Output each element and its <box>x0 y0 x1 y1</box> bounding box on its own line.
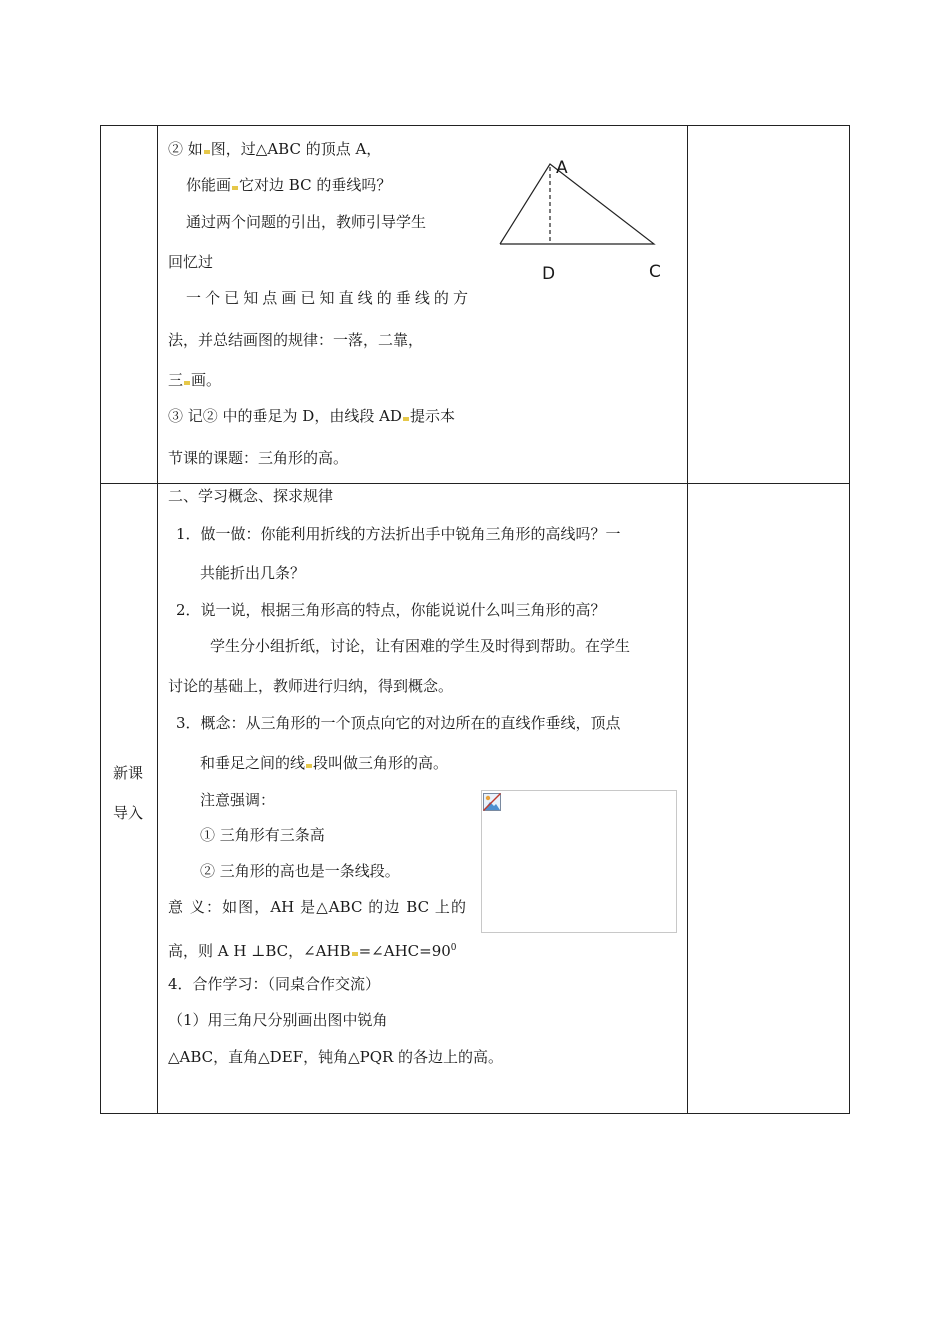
highlight-mark <box>232 186 238 190</box>
r1-line-3: 通过两个问题的引出，教师引导学生 <box>186 213 427 231</box>
foot-label-d: D <box>542 264 556 284</box>
vertex-label-c: C <box>649 262 661 282</box>
figure-placeholder <box>481 790 677 933</box>
broken-image-icon <box>483 793 501 811</box>
r2-line-5: 讨论的基础上，教师进行归纳，得到概念。 <box>168 677 454 695</box>
r1-line-5: 一个已知点画已知直线的垂线的方 <box>186 289 468 307</box>
r2-line-7: 和垂足之间的线 段叫做三角形的高。 <box>200 754 449 772</box>
r2-meaning-line-2: 高，则 A H ⊥BC，∠AHB $=\angle AHC=90^0$ <box>168 942 457 960</box>
r2-note-1: ① 三角形有三条高 <box>200 826 325 844</box>
r2-line-3: 2．说一说，根据三角形高的特点，你能说说什么叫三角形的高？ <box>176 601 606 619</box>
highlight-mark <box>352 952 358 956</box>
highlight-mark <box>403 417 409 421</box>
r2-line-4: 学生分小组折纸，讨论，让有困难的学生及时得到帮助。在学生 <box>210 637 631 655</box>
r1-line-7: 三 画。 <box>168 371 222 389</box>
highlight-mark <box>204 150 210 154</box>
highlight-mark <box>184 381 190 385</box>
r2-section-heading: 二、学习概念、探求规律 <box>168 487 334 505</box>
column-divider-left <box>157 125 158 1114</box>
r1-line-6: 法，并总结画图的规律：一落，二靠， <box>168 331 424 349</box>
r1-line-4: 回忆过 <box>168 253 214 271</box>
row-divider <box>100 483 850 484</box>
triangle-abc-diagram <box>495 155 665 255</box>
r2-meaning-line-1: 意 义：如图，AH 是△ABC 的边 BC 上的 <box>168 898 466 916</box>
r2-line-6: 3．概念：从三角形的一个顶点向它的对边所在的直线作垂线，顶点 <box>176 714 621 732</box>
side-label-top: 新课 <box>113 764 144 782</box>
highlight-mark <box>306 764 312 768</box>
side-label-bottom: 导入 <box>113 804 144 822</box>
r1-line-9: 节课的课题：三角形的高。 <box>168 449 349 467</box>
r2-note-2: ② 三角形的高也是一条线段。 <box>200 862 400 880</box>
r2-note-heading: 注意强调： <box>200 791 276 809</box>
degree-superscript: 0 <box>450 943 457 953</box>
r2-cooperative-heading: 4．合作学习：（同桌合作交流） <box>168 975 381 993</box>
r2-cooperative-2: △ABC，直角△DEF，钝角△PQR 的各边上的高。 <box>168 1048 504 1066</box>
r1-line-1: ② 如 图，过△ABC 的顶点 A， <box>168 140 382 158</box>
r2-cooperative-1: （1）用三角尺分别画出图中锐角 <box>168 1011 388 1029</box>
r1-line-2: 你能画 它对边 BC 的垂线吗？ <box>186 176 392 194</box>
r1-line-8: ③ 记② 中的垂足为 D，由线段 AD 提示本 <box>168 407 455 425</box>
r2-line-2: 共能折出几条？ <box>200 564 306 582</box>
column-divider-right <box>687 125 688 1114</box>
vertex-label-a: A <box>556 158 568 178</box>
r2-line-1: 1．做一做：你能利用折线的方法折出手中锐角三角形的高线吗？一 <box>176 525 621 543</box>
